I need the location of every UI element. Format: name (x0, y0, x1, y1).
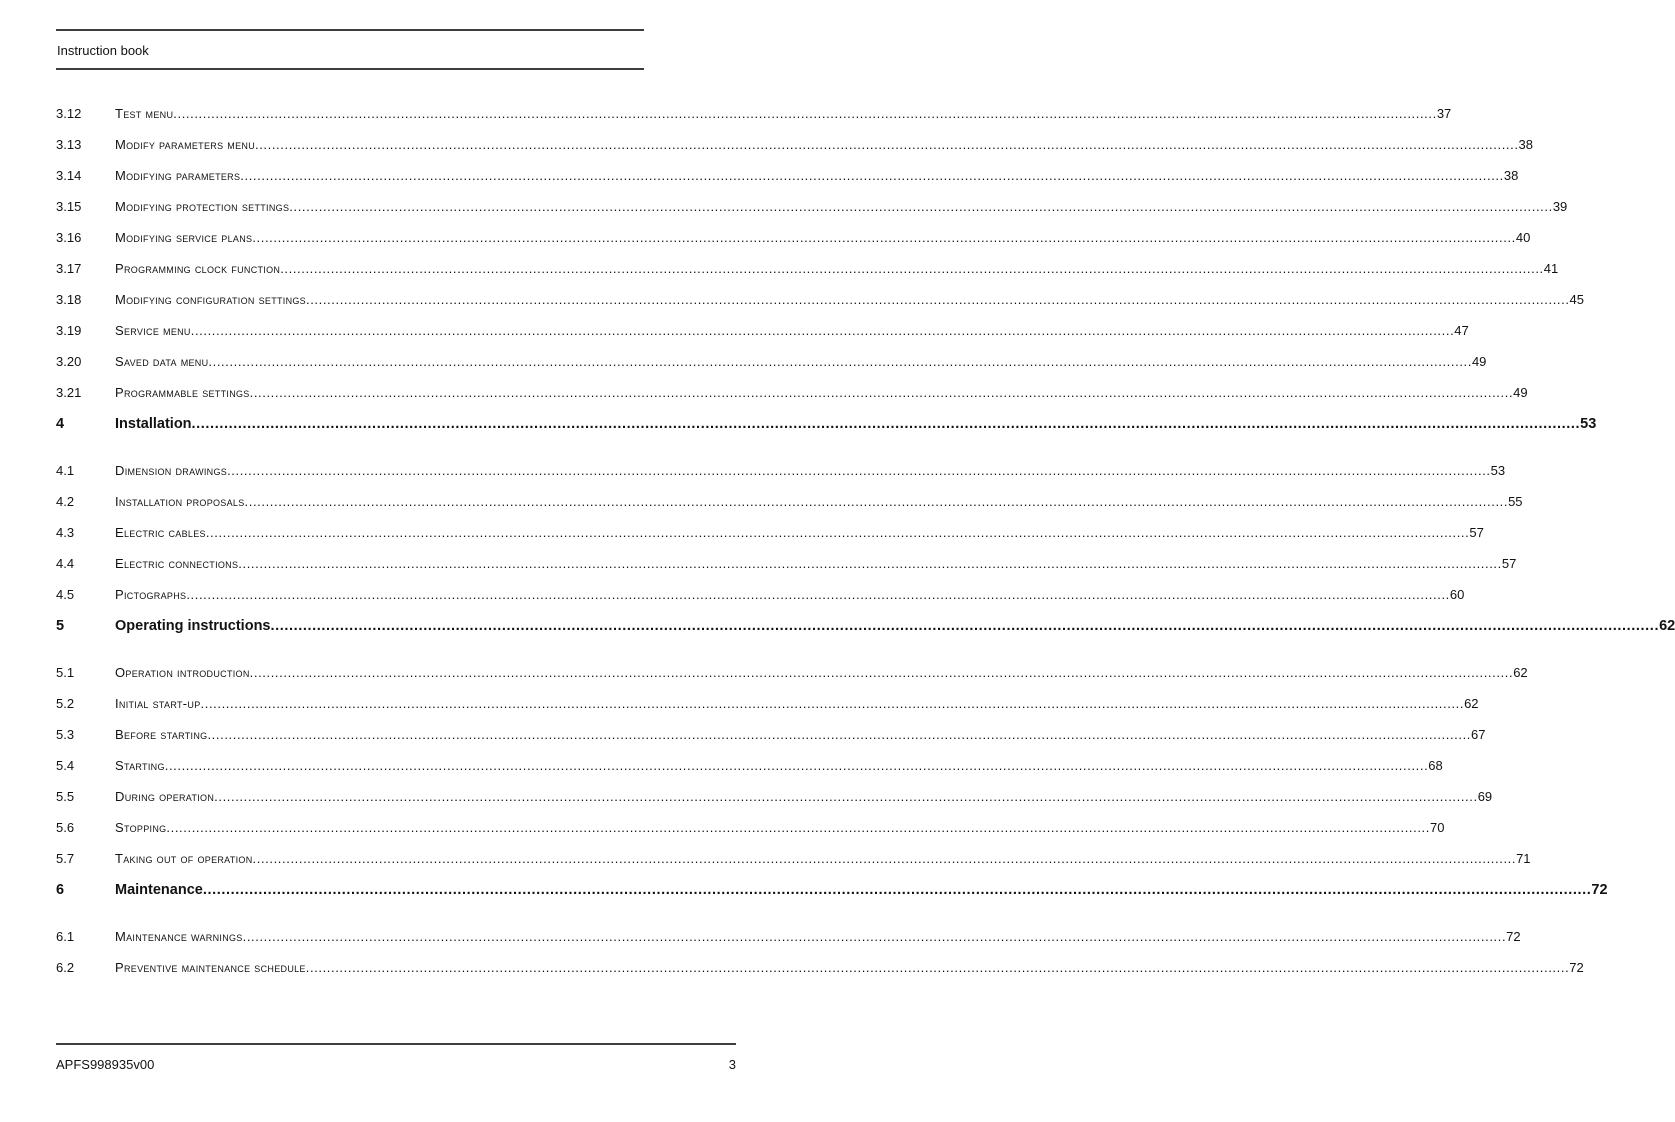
footer-doc-id: APFS998935v00 (56, 1057, 155, 1072)
toc-leader-dots: ............................................................................................................................................................................................................................................................................................................ (214, 789, 1478, 804)
toc-entry-page: 38 (1503, 168, 1519, 183)
toc-entry-number: 6.2 (56, 960, 75, 975)
toc-entry[interactable] (56, 525, 1484, 540)
toc-leader-dots: ............................................................................................................................................................................................................................................................................................................ (306, 292, 1570, 307)
toc-entry-title: Installation proposals (115, 494, 245, 509)
toc-entry-title: Electric connections (115, 556, 239, 571)
footer-page-number: 3 (728, 1057, 736, 1072)
toc-entry[interactable] (56, 587, 1465, 602)
toc-entry-title: Modify parameters menu (115, 137, 255, 152)
toc-entry-title: Operation introduction (115, 665, 250, 680)
toc-entry-page: 57 (1501, 556, 1517, 571)
toc-leader-dots: ............................................................................................................................................................................................................................................................................................................ (208, 354, 1472, 369)
toc-leader-dots: ............................................................................................................................................................................................................................................................................................................ (164, 758, 1429, 773)
toc-entry-page: 70 (1429, 820, 1445, 835)
toc-leader-dots: ............................................................................................................................................................................................................................................................................................................ (289, 199, 1553, 214)
toc-entry-title: Programming clock function (115, 261, 281, 276)
toc-leader-dots: ............................................................................................................................................................................................................................................................................................................ (190, 323, 1455, 338)
toc-entry-number: 4.1 (56, 463, 75, 478)
toc-entry-title: Saved data menu (115, 354, 209, 369)
toc-entry[interactable] (56, 696, 1479, 711)
toc-entry[interactable] (56, 851, 1531, 866)
toc-entry-number: 5.5 (56, 789, 75, 804)
toc-entry-title: Dimension drawings (115, 463, 228, 478)
toc-entry-number: 5 (56, 618, 65, 634)
toc-entry[interactable] (56, 323, 1469, 338)
toc-entry[interactable] (56, 494, 1523, 509)
toc-entry-number: 6.1 (56, 929, 75, 944)
header-bottom-rule (56, 68, 644, 70)
toc-entry-number: 3.15 (56, 199, 82, 214)
toc-entry-number: 3.21 (56, 385, 82, 400)
toc-entry-page: 62 (1659, 618, 1675, 634)
toc-leader-dots: ............................................................................................................................................................................................................................................................................................................ (173, 106, 1437, 121)
toc-entry-number: 4.3 (56, 525, 75, 540)
toc-entry-page: 38 (1518, 137, 1534, 152)
toc-leader-dots: ............................................................................................................................................................................................................................................................................................................ (205, 525, 1470, 540)
toc-entry-number: 5.4 (56, 758, 75, 773)
toc-leader-dots: ............................................................................................................................................................................................................................................................................................................ (200, 696, 1465, 711)
toc-entry-title: Service menu (115, 323, 191, 338)
toc-entry-number: 3.17 (56, 261, 82, 276)
toc-leader-dots: ............................................................................................................................................................................................................................................................................................................ (252, 851, 1517, 866)
toc-entry[interactable] (56, 292, 1585, 307)
toc-entry[interactable] (56, 168, 1519, 183)
toc-entry-title: Electric cables (115, 525, 206, 540)
toc-entry-page: 40 (1515, 230, 1531, 245)
table-of-contents (56, 106, 1675, 975)
toc-entry-title: Preventive maintenance schedule (115, 960, 306, 975)
toc-entry[interactable] (56, 354, 1487, 369)
toc-entry[interactable] (56, 556, 1517, 571)
page-footer (56, 1043, 736, 1072)
toc-entry-number: 4 (56, 416, 65, 432)
toc-entry-page: 45 (1569, 292, 1585, 307)
toc-leader-dots: ............................................................................................................................................................................................................................................................................................................ (252, 230, 1516, 245)
toc-entry-page: 62 (1513, 665, 1528, 680)
toc-entry[interactable] (56, 137, 1534, 152)
toc-entry-page: 49 (1471, 354, 1487, 369)
toc-entry-title: Modifying parameters (115, 168, 241, 183)
toc-entry-number: 5.1 (56, 665, 75, 680)
toc-entry-page: 41 (1543, 261, 1559, 276)
toc-entry[interactable] (56, 665, 1528, 680)
toc-entry-page: 55 (1508, 494, 1523, 509)
toc-leader-dots: ............................................................................................................................................................................................................................................................................................................ (238, 556, 1502, 571)
toc-entry-page: 68 (1428, 758, 1443, 773)
toc-entry-page: 62 (1464, 696, 1479, 711)
toc-leader-dots: ............................................................................................................................................................................................................................................................................................................ (270, 618, 1660, 634)
toc-entry[interactable] (56, 789, 1493, 804)
toc-entry[interactable] (56, 106, 1452, 121)
toc-entry[interactable] (56, 230, 1531, 245)
toc-entry-title: Modifying protection settings (115, 199, 290, 214)
toc-leader-dots: ............................................................................................................................................................................................................................................................................................................ (207, 727, 1472, 742)
toc-entry[interactable] (56, 416, 1597, 433)
toc-entry-page: 53 (1490, 463, 1506, 478)
toc-leader-dots: ............................................................................................................................................................................................................................................................................................................ (240, 168, 1504, 183)
toc-entry-page: 57 (1469, 525, 1484, 540)
toc-entry-page: 69 (1477, 789, 1493, 804)
toc-entry[interactable] (56, 199, 1568, 214)
toc-leader-dots: ............................................................................................................................................................................................................................................................................................................ (186, 587, 1450, 602)
toc-entry-number: 3.14 (56, 168, 82, 183)
toc-leader-dots: ............................................................................................................................................................................................................................................................................................................ (255, 137, 1519, 152)
toc-entry-page: 47 (1454, 323, 1469, 338)
toc-entry-page: 49 (1513, 385, 1528, 400)
toc-leader-dots: ............................................................................................................................................................................................................................................................................................................ (280, 261, 1544, 276)
toc-entry-title: Operating instructions (115, 618, 271, 634)
toc-entry-page: 71 (1516, 851, 1531, 866)
toc-leader-dots: ............................................................................................................................................................................................................................................................................................................ (244, 494, 1509, 509)
toc-entry-title: Stopping (115, 820, 167, 835)
toc-leader-dots: ............................................................................................................................................................................................................................................................................................................ (305, 960, 1570, 975)
header-title: Instruction book (57, 43, 149, 58)
toc-leader-dots: ............................................................................................................................................................................................................................................................................................................ (202, 882, 1592, 898)
toc-entry-title: Maintenance warnings (115, 929, 243, 944)
toc-entry-page: 72 (1506, 929, 1521, 944)
toc-entry-number: 3.16 (56, 230, 82, 245)
toc-entry[interactable] (56, 618, 1675, 635)
toc-entry-page: 72 (1569, 960, 1584, 975)
toc-entry[interactable] (56, 929, 1521, 944)
toc-entry-title: Maintenance (115, 882, 203, 898)
toc-entry-title: Programmable settings (115, 385, 250, 400)
toc-entry-page: 39 (1552, 199, 1568, 214)
toc-entry-number: 4.2 (56, 494, 75, 509)
toc-entry-title: During operation (115, 789, 215, 804)
toc-entry-title: Initial start-up (115, 696, 201, 711)
toc-entry-page: 53 (1580, 416, 1597, 432)
toc-entry-number: 5.3 (56, 727, 75, 742)
toc-leader-dots: ............................................................................................................................................................................................................................................................................................................ (249, 385, 1514, 400)
toc-entry-number: 3.12 (56, 106, 82, 121)
toc-entry-title: Installation (115, 416, 192, 432)
toc-entry-title: Modifying service plans (115, 230, 253, 245)
toc-entry-title: Pictographs (115, 587, 187, 602)
toc-leader-dots: ............................................................................................................................................................................................................................................................................................................ (227, 463, 1491, 478)
toc-entry-number: 3.20 (56, 354, 82, 369)
toc-leader-dots: ............................................................................................................................................................................................................................................................................................................ (191, 416, 1581, 432)
toc-entry[interactable] (56, 882, 1608, 899)
toc-entry-number: 5.6 (56, 820, 75, 835)
toc-leader-dots: ............................................................................................................................................................................................................................................................................................................ (166, 820, 1430, 835)
toc-leader-dots: ............................................................................................................................................................................................................................................................................................................ (249, 665, 1514, 680)
toc-entry[interactable] (56, 463, 1506, 478)
toc-entry-number: 3.13 (56, 137, 82, 152)
toc-entry-title: Modifying configuration settings (115, 292, 306, 307)
toc-entry-number: 4.5 (56, 587, 75, 602)
toc-entry[interactable] (56, 261, 1559, 276)
toc-entry[interactable] (56, 727, 1486, 742)
toc-entry-page: 72 (1591, 882, 1608, 898)
toc-entry[interactable] (56, 758, 1443, 773)
toc-entry-number: 6 (56, 882, 65, 898)
toc-entry-title: Starting (115, 758, 165, 773)
toc-leader-dots: ............................................................................................................................................................................................................................................................................................................ (242, 929, 1507, 944)
toc-entry[interactable] (56, 960, 1584, 975)
toc-entry[interactable] (56, 385, 1528, 400)
toc-entry-number: 4.4 (56, 556, 75, 571)
toc-entry-number: 3.18 (56, 292, 82, 307)
toc-entry-page: 67 (1471, 727, 1486, 742)
toc-entry-title: Before starting (115, 727, 208, 742)
toc-entry-number: 3.19 (56, 323, 82, 338)
toc-entry-page: 60 (1449, 587, 1465, 602)
toc-entry-page: 37 (1436, 106, 1452, 121)
toc-entry-number: 5.2 (56, 696, 75, 711)
toc-entry-number: 5.7 (56, 851, 75, 866)
toc-entry-title: Taking out of operation (115, 851, 253, 866)
page-header (56, 0, 644, 70)
toc-entry-title: Test menu (115, 106, 174, 121)
toc-entry[interactable] (56, 820, 1445, 835)
